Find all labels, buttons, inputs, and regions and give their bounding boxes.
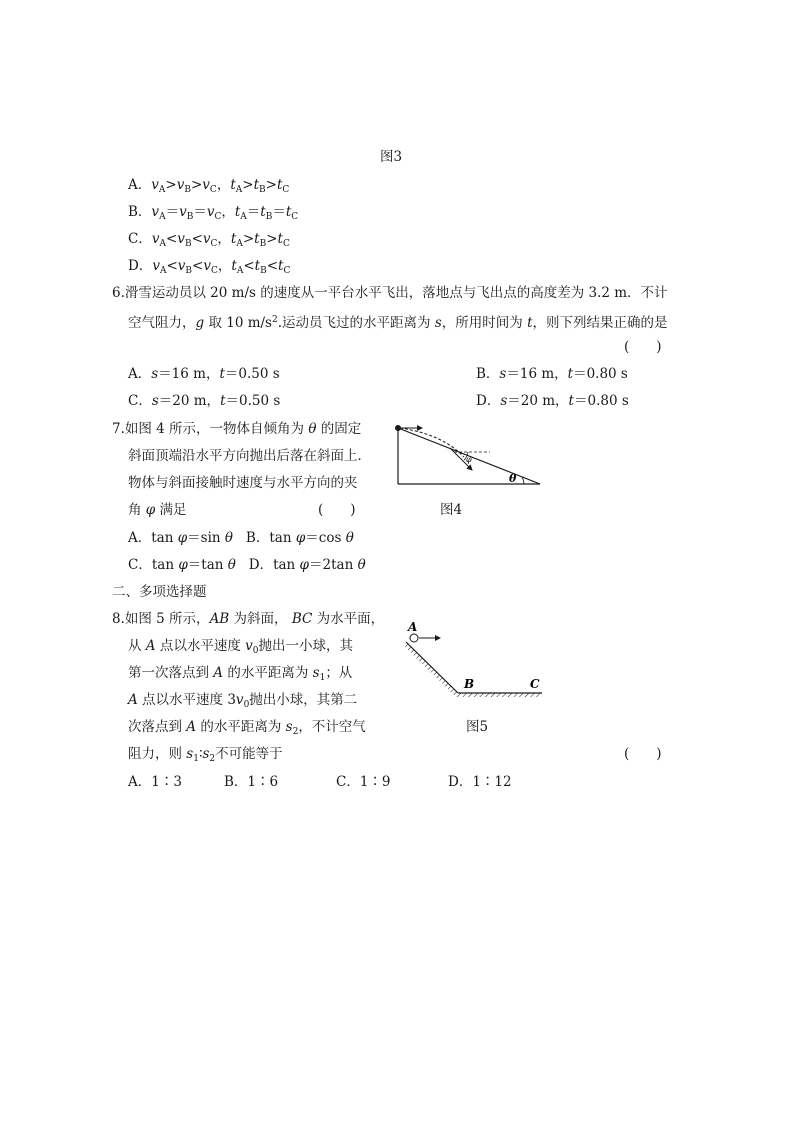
point-c-label: C — [530, 677, 540, 691]
q7-stem-line-2: 斜面顶端沿水平方向抛出后落在斜面上． — [128, 448, 371, 464]
q7-options-row-1 — [128, 529, 354, 547]
angle-phi-label: φ — [466, 455, 472, 464]
q5-option-d: D．$v_A<v_B<v_C$，$t_A<t_B<t_C$ — [128, 258, 291, 276]
q8-option-a: A．1∶3 — [128, 774, 182, 790]
figure-5-caption: 图5 — [466, 719, 489, 735]
q6-option-b: B．s＝16 m，t＝0.80 s — [476, 366, 628, 382]
q5-option-a: A．$v_A>v_B>v_C$，$t_A>t_B>t_C$ — [128, 177, 290, 195]
q7-stem-line-3: 物体与斜面接触时速度与水平方向的夹 — [128, 475, 358, 491]
q8-option-c: C．1∶9 — [336, 774, 391, 790]
q5-option-b: B．$v_A=v_B=v_C$，$t_A=t_B=t_C$ — [128, 204, 299, 222]
angle-theta-label: θ — [509, 472, 517, 485]
figure-3-caption: 图3 — [380, 149, 403, 165]
q7-option-c: C．tan φ＝tan θ — [128, 557, 236, 573]
q6-stem-line-1: 6.滑雪运动员以 20 m/s 的速度从一平台水平飞出，落地点与飞出点的高度差为 3.2 m．不计 — [112, 285, 668, 301]
q8-answer-paren: ( ) — [624, 746, 662, 762]
q6-stem-line-2: 空气阻力，g 取 10 $m/s^2$.运动员飞过的水平距离为 s，所用时间为 t，则下列结果正确的是 — [128, 315, 668, 331]
q7-stem-line-4: 角 φ 满足 — [128, 502, 187, 518]
ball — [410, 634, 418, 642]
q7-stem-line-1: 7.如图 4 所示，一物体自倾角为 θ 的固定 — [112, 421, 362, 437]
q8-stem-line-5: 次落点到 A 的水平距离为 $s_2$，不计空气 — [128, 719, 366, 737]
q7-answer-paren: ( ) — [318, 502, 356, 518]
q8-option-b: B．1∶6 — [224, 774, 279, 790]
q8-stem-line-2: 从 A 点以水平速度 $v_0$抛出一小球，其 — [128, 638, 354, 656]
point-b-label: B — [464, 677, 475, 691]
figure-4-caption: 图4 — [440, 502, 463, 518]
q7-option-a: A．tan φ＝sin θ — [128, 530, 234, 546]
q8-stem-line-4: A 点以水平速度 $3v_0$抛出小球，其第二 — [128, 692, 358, 710]
q6-option-a: A．s＝16 m，t＝0.50 s — [128, 366, 280, 382]
q8-stem-line-1: 8.如图 5 所示，AB 为斜面， BC 为水平面， — [112, 611, 385, 627]
q6-option-d: D．s＝20 m，t＝0.80 s — [476, 393, 629, 409]
q6-option-c: C．s＝20 m，t＝0.50 s — [128, 393, 281, 409]
figure-5-slope-diagram — [400, 618, 550, 700]
q5-option-c: C．$v_A<v_B<v_C$，$t_A>t_B>t_C$ — [128, 231, 290, 249]
q7-option-d: D．tan φ＝2tan θ — [248, 557, 366, 573]
q6-answer-paren: ( ) — [624, 339, 662, 355]
q7-option-b: B．tan φ＝cos θ — [245, 530, 354, 546]
point-a-label: A — [408, 620, 418, 634]
section-heading-multiple-choice: 二、多项选择题 — [112, 584, 207, 600]
q7-options-row-2 — [128, 556, 366, 574]
q8-option-d: D．1∶12 — [448, 774, 512, 790]
figure-4-incline-diagram — [392, 422, 544, 490]
q8-stem-line-6: 阻力，则 $s_1∶s_2$不可能等于 — [128, 746, 283, 764]
q8-stem-line-3: 第一次落点到 A 的水平距离为 $s_1$；从 — [128, 665, 353, 683]
slope-ab — [406, 642, 458, 693]
